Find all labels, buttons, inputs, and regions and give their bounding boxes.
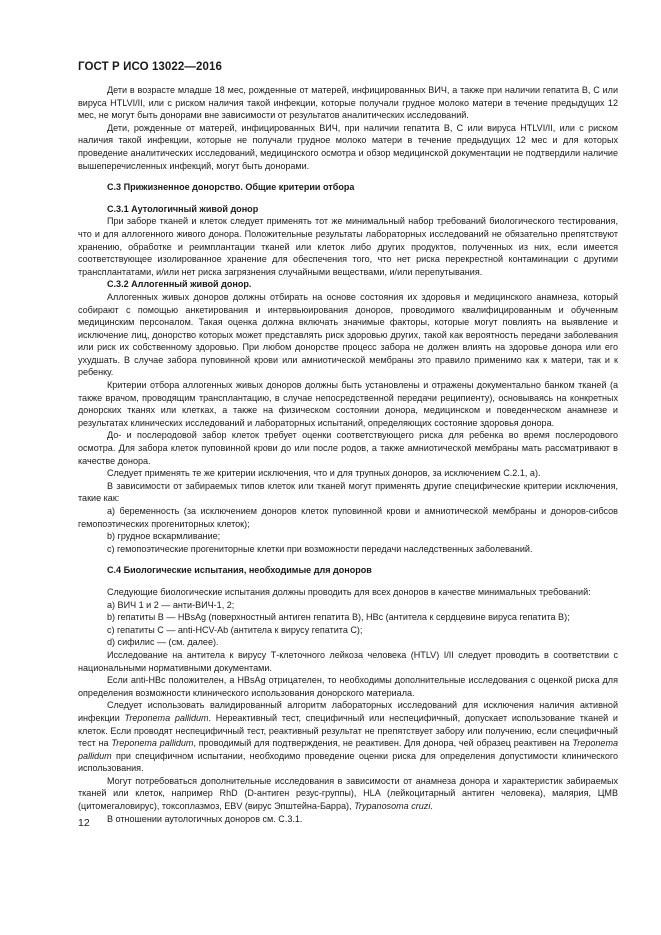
paragraph: Критерии отбора аллогенных живых доноров должны быть установлены и отражены документально банком тканей (а также врачом, проводящим трансплантацию, в случае непосредственной передачи реципиенту), основываясь на конкретных донорских тканях или клетках, а также на физическом состоянии донора, медицинском и поведенческом анамнезе и результатах клинических исследований и лабораторных испытаний, определяющих состояние здоровья донора. xyxy=(78,380,618,428)
paragraph: Дети в возрасте младше 18 мес, рожденные от матерей, инфицированных ВИЧ, а также при наличии гепатита В, С или вируса HTLVI/II, или с риском наличия такой инфекции, которые получали грудное молоко матери в течение предыдущих 12 мес, не могут быть донорами вне зависимости от результатов аналитических исследований. xyxy=(78,85,618,121)
list-item: с) гепатиты С — anti-HCV-Ab (антитела к вирусу гепатита С); xyxy=(107,624,363,635)
page-number: 12 xyxy=(78,817,90,829)
list-item: d) сифилис — (см. далее). xyxy=(107,637,219,648)
subsection-heading: С.3.1 Аутологичный живой донор xyxy=(107,203,259,214)
paragraph: Аллогенных живых доноров должны отбирать на основе состояния их здоровья и медицинского анамнеза, который собирают с помощью анкетирования и интервьюирования доноров, проводимого квалифицированным и обученным медицинским персоналом. Такая оценка должна включать значимые факторы, которые могут повлиять на выявление и исключение лиц, донорство которых может представлять риск здоровью других, такой как вероятность передачи заболевания или риск их собственному здоровью. При любом донорстве процесс забора не должен влиять на здоровье донора или его ухудшать. В случае забора пуповинной крови или амниотической мембраны это правило применимо как к матери, так и к ребенку. xyxy=(78,291,618,378)
text-run: , проводимый для подтверждения, не реактивен. Для донора, чей образец реактивен на xyxy=(193,738,573,749)
paragraph: В зависимости от забираемых типов клеток или тканей могут применять другие специфические критерии исключения, такие как: xyxy=(78,480,618,504)
italic-term: Treponema pallidum xyxy=(78,738,619,761)
paragraph: Следует применять те же критерии исключения, что и для трупных доноров, за исключением С.2.1, а). xyxy=(107,468,541,479)
section-heading: С.3 Прижизненное донорство. Общие критерии отбора xyxy=(107,182,355,193)
paragraph: При заборе тканей и клеток следует применять тот же минимальный набор требований биологического тестирования, что и для аллогенного живого донора. Положительные результаты лабораторных исследований не обязательно препятствуют хранению, обработке и реимплантации тканей или клеток либо других продуктов, полученных из них, если имеется соответствующее изолированное хранение для обеспечения того, что нет риска перекрестной контаминации с другими трансплантатами, и/или нет риска загрязнения случайными веществами, и/или перепутывания. xyxy=(78,216,618,277)
text-run: . xyxy=(430,801,433,812)
subsection-heading: С.3.2 Аллогенный живой донор. xyxy=(107,279,252,290)
paragraph: В отношении аутологичных доноров см. С.3.1. xyxy=(107,813,303,824)
paragraph xyxy=(78,775,618,813)
text-run: при специфичном испытании, необходимо проведение оценки риска для определения допустимости клинического использования. xyxy=(78,750,618,774)
list-item: с) гемопоэтические прогениторные клетки при возможности передачи наследственных заболеваний. xyxy=(107,543,533,554)
paragraph: Если anti-HBc положителен, а HBsAg отрицателен, то необходимы дополнительные исследования с оценкой риска для определения возможности клинического использования донорского материала. xyxy=(78,675,618,698)
list-item: а) беременность (за исключением доноров клеток пуповинной крови и амниотической мембраны и доноров-сибсов гемопоэтических прогениторных клеток); xyxy=(78,506,618,529)
paragraph: До- и послеродовой забор клеток требует оценки соответствующего риска для ребенка во время послеродового осмотра. Для забора клеток пуповинной крови до или после родов, а также амниотической мембраны мать рассматривают в качестве донора. xyxy=(78,430,618,466)
paragraph: Исследование на антитела к вирусу Т-клеточного лейкоза человека (HTLV) I/II следует проводить в соответствии с национальными нормативными документами. xyxy=(78,649,618,673)
paragraph xyxy=(78,699,618,775)
paragraph: Дети, рожденные от матерей, инфицированных ВИЧ, при наличии гепатита В, С или вируса HTLVI/II, или с риском наличия такой инфекции, которые не получали грудное молоко матери в течение предыдущих 12 мес и для которых проведение аналитических исследований, медицинского осмотра и обзор медицинской документации не подтвердили наличие вышеперечисленных инфекций, могут быть донорами. xyxy=(78,122,618,171)
paragraph: Следующие биологические испытания должны проводить для всех доноров в качестве минимальных требований: xyxy=(107,586,591,597)
italic-term: Trypanosoma cruzi xyxy=(354,801,431,812)
list-item: b) гепатиты В — HBsAg (поверхностный антиген гепатита В), HBc (антитела к сердцевине вируса гепатита В); xyxy=(107,612,570,623)
italic-term: Treponema pallidum xyxy=(111,738,194,749)
list-item: b) грудное вскармливание; xyxy=(107,531,221,542)
italic-term: Treponema pallidum xyxy=(124,712,209,723)
text-run: Могут потребоваться дополнительные исследования в зависимости от анамнеза донора и характеристик забираемых тканей или клеток, например RhD (D-антиген резус-группы), HLA (лейкоцитарный антиген человека), малярия, ЦМВ (цитомегаловирус), токсоплазмоз, EBV (вирус Эпштейна-Барра), xyxy=(78,775,618,812)
document-body xyxy=(78,84,618,825)
text-run: Следует использовать валидированный алгоритм лабораторных исследований для исключения наличия активной инфекции xyxy=(78,700,618,723)
section-heading: С.4 Биологические испытания, необходимые для доноров xyxy=(107,565,372,576)
document-header-title: ГОСТ Р ИСО 13022—2016 xyxy=(78,61,223,73)
list-item: а) ВИЧ 1 и 2 — анти-ВИЧ-1, 2; xyxy=(107,599,235,610)
text-run: . Нереактивный тест, специфичный или неспецифичный, допускает использование тканей и клеток. Если проводят неспецифичный тест, реактивный результат не препятствует забору или получению, если специфичный тест на xyxy=(78,712,618,749)
